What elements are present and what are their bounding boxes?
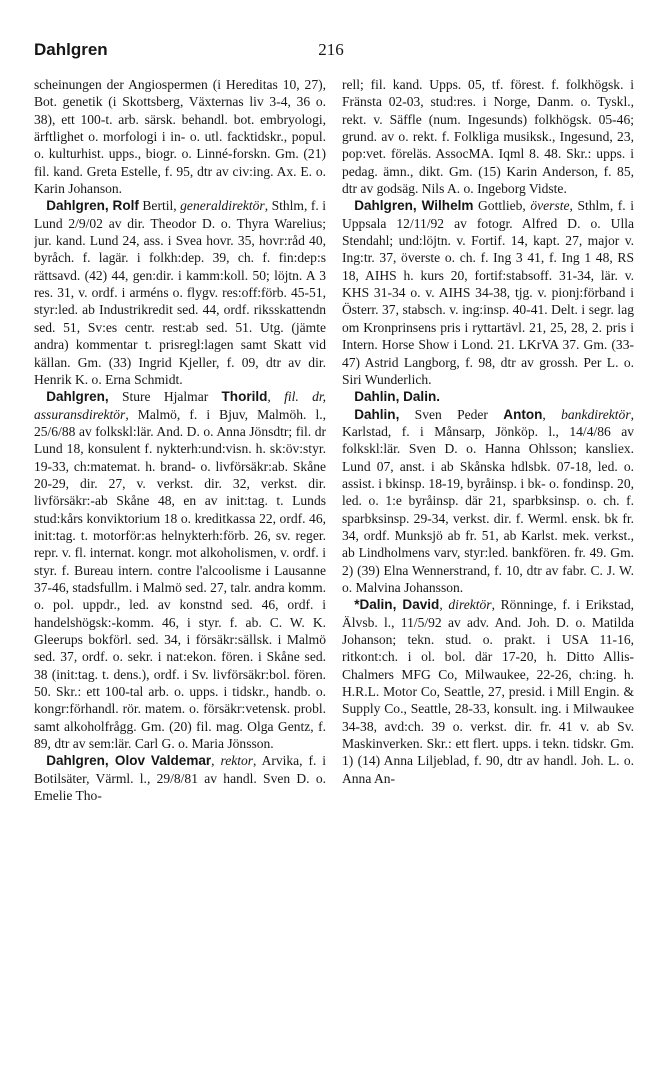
page-number: 216 [318, 40, 344, 59]
entry-given-names: Gottlieb, [473, 198, 531, 214]
entry-given-names: Bertil, [138, 198, 181, 214]
entry-text: , Rönninge, f. i Erikstad, Älvsb. l., 11/5/92 av adv. And. Joh. D. o. Matilda Johanson; tekn. stud. o. prakt. i USA 11-16, ritkont:ch. i ol. bol. där 17-20, h. Ditto Allis-Chalmers MFG Co, Milwaukee, 22-26, ch:ing. h. H.R.L. Motor Co, Seattle, 27, presid. i Mill Engin. & Supply Co., Seattle, 28-33, konsult. ing. i Milwaukee 34-38, avd:ch. 39 o. verkst. dir. fr. 41 v. ab Sv. Maskinverken. Skr.: ett flert. upps. i tekn. tidskr. Gm. 1) (14) Anna Liljeblad, f. 90, dtr av handl. Joh. L. o. Anna An- [342, 597, 634, 786]
entry-text: , Sthlm, f. i Lund 2/9/02 av dir. Theodor D. o. Thyra Warelius; jur. kand. Lund 24, ass. i Svea hovr. 35, hovr:råd 40, byråch. f. lagär. i folkh:dep. 39, ch. f. fin:dep:s rättsavd. (42) 44, gen:dir. i kamm:koll. 50; löjtn. A 3 res. 31, v. ordf. i arméns o. flygv. res:off:förb. 45-51, styr:led. ab Industrikredit sed. 44, ordf. riksskattendn sed. 51, Sv:es centr. rest:ab sed. 51. Utg. (jämte andra) kommentar t. prisregl:lagen samt Skatt vid källan. Gm. (33) Ingrid Kjeller, f. 09, dtr av dir. Henrik K. o. Erna Schmidt. [34, 198, 326, 387]
entry-thorild-dahlgren [34, 388, 326, 752]
entry-name: Dahlgren, Wilhelm [354, 198, 474, 214]
entry-text: , Sthlm, f. i Uppsala 12/11/92 av fotogr. Alfred D. o. Ulla Stendahl; und:löjtn. v. Fortif. 14, kapt. 27, major v. Ing:tr. 37, överste o. ch. f. Ing 3 41, f. Ing 1 48, RS 18, AIHS h. kurs 20, fortif:stabsoff. 31-34, lär. v. KHS 31-34 o. v. AIHS 34-38, tjg. v. pionj:förband i Österr. 37, stabsch. v. ing:insp. 40-41. Delt. i segr. lag om Kronprinsens pris i ryttartävl. 21, 25, 28, 2. pris i Intern. Horse Show i Lond. 21. LKrVA 37. Gm. (33-47) Astrid Langborg, f. 98, dtr av grossh. Per L. o. Siri Wunderlich. [342, 198, 634, 387]
page-header [34, 40, 628, 66]
entry-name: Dahlgren, Olov [46, 753, 146, 769]
entry-anton-dahlin [342, 406, 634, 597]
entry-rolf-dahlgren [34, 197, 326, 388]
entry-call-name: Anton [503, 406, 543, 422]
right-column [342, 76, 634, 1071]
entry-given-names: Sture Hjalmar [108, 389, 222, 405]
entry-text: , Karlstad, f. i Månsarp, Jönköp. l., 14/4/86 av folkskl:lär. Sven D. o. Hanna Ohlsson; kansliex. Lund 07, anst. i ab Skånska hdlsbk. 07-18, led. o. assist. i bkinsp. 18-19, byråinsp. i bk- o. fondinsp. 20, led. o. 1:e byråinsp. där 21, sparbksinsp. o. ch. f. sparbksinsp. 29-34, verkst. dir. f. Werml. ensk. bk fr. 34, ordf. Munksjö ab fr. 51, ab Karlst. mek. verkst., ab Lindholmens varv, styr:led. bankfören. fr. 49. Gm. 2) (39) Elna Wennerstrand, f. 10, dtr av fabr. C. J. W. o. Malvina Johansson. [342, 406, 634, 595]
entry-title: rektor [220, 753, 254, 769]
entry-title: överste [530, 198, 570, 214]
entry-given-names: , [439, 597, 449, 613]
entry-title: bankdirektör [561, 406, 631, 422]
entry-david-dalin [342, 596, 634, 787]
entry-call-name: Valdemar [150, 753, 212, 769]
entry-given-names: Sven Peder [399, 406, 504, 422]
entry-name: *Dalin, David [354, 597, 440, 613]
carryover-text: scheinungen der Angiospermen (i Hereditas 10, 27), Bot. genetik (i Skottsberg, Växternas liv 3-4, 36 o. 38), ett 100-t. arb. särsk. behandl. bot. embryologi, ärftlighet o. morfologi i in- o. utl. facktidskr., popul. o. kulturhist. upps., biogr. o. Linné-forskn. Gm. (21) fil. kand. Greta Estelle, f. 95, dtr av civ:ing. Ax. E. o. Karin Johanson. [34, 77, 326, 197]
entry-name: Dahlin, Dalin. [354, 389, 440, 405]
entry-name: Dahlgren, Rolf [46, 198, 139, 214]
entry-call-name: Thorild [221, 389, 268, 405]
running-head: Dahlgren [34, 40, 108, 59]
entry-separator: , [267, 389, 285, 405]
entry-separator: , [211, 753, 221, 769]
text-columns [34, 76, 634, 1071]
cross-reference-dahlin [342, 388, 634, 405]
entry-title: generaldirektör [180, 198, 265, 214]
left-column [34, 76, 326, 1071]
entry-title: direktör [448, 597, 492, 613]
carryover-text: rell; fil. kand. Upps. 05, tf. förest. f. folkhögsk. i Fränsta 02-03, stud:res. i Norge, Danm. o. Tyskl., rekt. v. Säffle (num. Ingesunds) folkhögsk. 05-46; grund. av o. rekt. f. Folkliga musiksk., Ingesund, 23, pop:vet. föreläs. AssocMA. Iqml 8. 48. Skr.: upps. i pedag. ämn., dikt. Gm. (15) Karin Anderson, f. 85, dtr av godsäg. Nils A. o. Ingeborg Vidste. [342, 77, 634, 197]
entry-name: Dahlin, [354, 406, 400, 422]
entry-text: , Malmö, f. i Bjuv, Malmöh. l., 25/6/88 av folkskl:lär. And. D. o. Anna Jönsdtr; fil. dr Lund 18, konsulent f. nykterh:und:visn. h. sk:öv:styr. 19-33, ch:matemat. h. brand- o. livförsäkr:ab. Skåne 20-29, dir. 27, v. verkst. dir. 32, verkst. dir. livförsäkr:-ab Skåne 48, en av init:tag. t. Lunds stud:kårs konviktorium 18 o. kreditkassa 22, ordf. 46, init:tag. t. motorför:as helnykterh:förb. 26, sv. reger. repr. v. fl. internat. kongr. mot alkoholismen, v. ordf. i styr. f. Bureau intern. contre l'alcoolisme i Lausanne 37-46, stadsfullm. i Malmö sed. 27, talr. andra komm. o. pol. uppdr., led. av konstnd sed. 46, ordf. i handelshögsk:-komm. 46, i styr. f. ab. C. W. K. Gleerups bokförl. sed. 34, i försäkr:sällsk. i Malmö sed. 37, ordf. o. sekr. i nat:ekon. fören. i Skåne sed. 38 (init:tag. t. dens.), ordf. i Sv. livförsäkr:bol. fören. 50. Skr.: ett 100-tal arb. o. upps. i tidskr., handb. o. kongr:förhandl. rör. matem. o. försäkr:vetensk. probl. samt alkoholfrågg. Gm. (20) fil. mag. Olga Gentz, f. 89, dtr av sem:lär. Carl G. o. Maria Jönsson. [34, 406, 326, 752]
entry-title: fil. dr, assuransdirektör [34, 389, 326, 422]
entry-separator: , [542, 406, 562, 422]
entry-text: , Arvika, f. i Botilsäter, Värml. l., 29/8/81 av handl. Sven D. o. Emelie Tho- [34, 753, 326, 804]
entry-wilhelm-dahlgren [342, 197, 634, 388]
entry-valdemar-dahlgren [34, 752, 326, 804]
entry-name: Dahlgren, [46, 389, 109, 405]
